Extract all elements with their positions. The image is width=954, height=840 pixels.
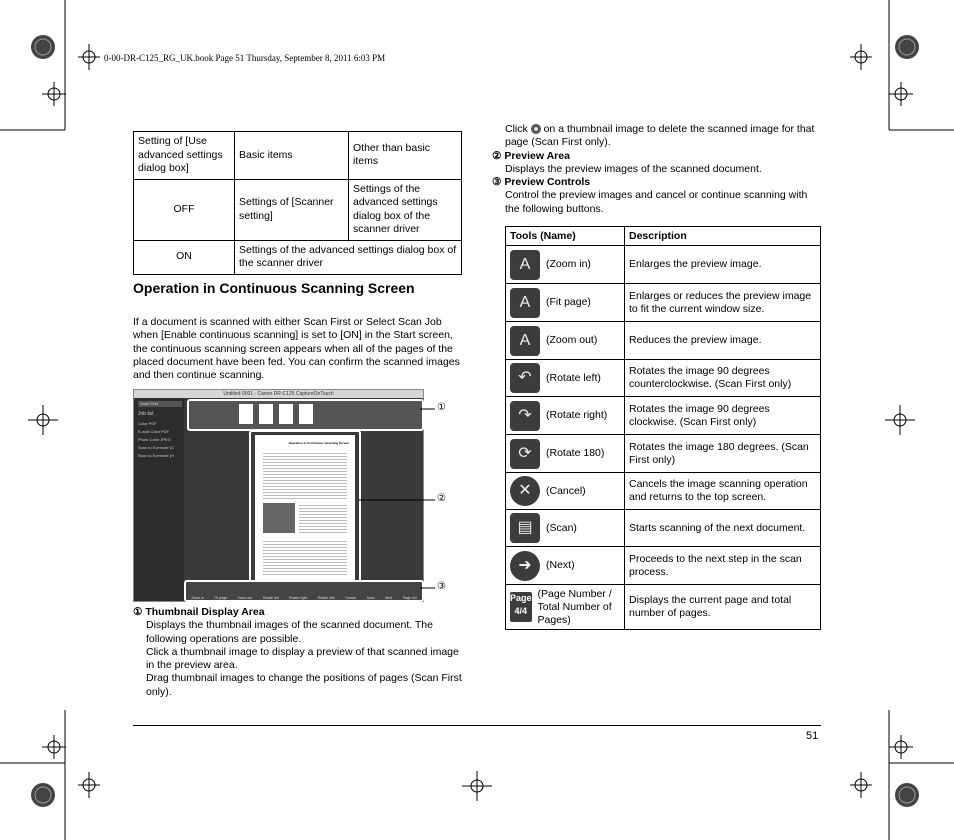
table-cell-off: OFF [134, 179, 235, 240]
tool-description: Displays the current page and total number of pages. [625, 585, 821, 630]
crop-mark-bottom-left [0, 700, 140, 840]
table-cell-off-other: Settings of the advanced settings dialog box of the scanner driver [349, 179, 462, 240]
item-1 [133, 606, 463, 699]
item-1-text: Click a thumbnail image to display a preview of that scanned image in the preview area. [146, 645, 459, 672]
fit-page-icon: A [510, 288, 540, 318]
tools-table [505, 226, 821, 630]
tool-description: Rotates the image 90 degrees clockwise. (Scan First only) [625, 397, 821, 435]
tools-name-cell [506, 473, 625, 510]
rotate-right-icon: ↷ [510, 401, 540, 431]
tools-row [506, 322, 821, 360]
rotate-180-icon: ⟳ [510, 439, 540, 469]
tools-name-cell [506, 322, 625, 360]
tool-description: Enlarges the preview image. [625, 246, 821, 284]
toolbar-zoom-out[interactable]: Zoom out [237, 596, 253, 600]
footer-rule [133, 725, 821, 726]
table-header-basic: Basic items [235, 132, 349, 180]
tools-header-name: Tools (Name) [506, 227, 625, 246]
item-2-text: Displays the preview images of the scanned document. [505, 162, 762, 175]
item-1-text: Displays the thumbnail images of the scanned document. The following operations are possible. [146, 619, 433, 645]
tool-name: (Rotate 180) [546, 447, 605, 459]
tools-row [506, 284, 821, 322]
item-3-number: ③ [492, 176, 502, 189]
section-intro: If a document is scanned with either Scan First or Select Scan Job when [Enable continuous scanning] is set to [ON] in the Start screen, the continuous scanning screen appears when all of the pages of the placed document have been fed. You can confirm the scanned images and then continue scanning. [133, 316, 460, 382]
item-1-title: Thumbnail Display Area [145, 606, 265, 618]
tools-name-cell [506, 360, 625, 397]
job-item: E-mail Color PDF [138, 429, 170, 434]
right-column-text [492, 123, 823, 216]
item-2-number: ② [492, 149, 502, 162]
tool-name: (Rotate left) [546, 371, 601, 384]
tools-name-cell [506, 585, 625, 630]
callout-1: ① [437, 402, 446, 413]
tools-row [506, 585, 821, 630]
sidebar-heading: Job list [138, 411, 154, 417]
tool-description: Rotates the image 90 degrees counterclockwise. (Scan First only) [625, 360, 821, 397]
toolbar-rotate-left[interactable]: Rotate left [262, 596, 279, 600]
callout-2: ② [437, 493, 446, 504]
toolbar-rotate-right[interactable]: Rotate right [289, 596, 308, 600]
job-item: Scan to Evernote (C [138, 445, 175, 450]
tools-name-cell [506, 435, 625, 473]
table-cell-on: ON [134, 240, 235, 274]
item-3-text: Control the preview images and cancel or continue scanning with the following buttons. [505, 189, 808, 215]
registration-mark-left [0, 400, 70, 460]
section-title: Operation in Continuous Scanning Screen [133, 280, 415, 296]
toolbar-cancel[interactable]: Cancel [345, 596, 357, 600]
tool-description: Enlarges or reduces the preview image to fit the current window size. [625, 284, 821, 322]
tools-header-description: Description [625, 227, 821, 246]
page-number-icon [510, 592, 532, 622]
delete-icon [531, 124, 541, 134]
crop-mark-top-left [0, 0, 140, 140]
sidebar-top-button: Scan First [138, 401, 182, 407]
screenshot-titlebar: Untitled-0001 - Canon DR-C125 CaptureOnTouch [134, 390, 423, 398]
tool-description: Rotates the image 180 degrees. (Scan First only) [625, 435, 821, 473]
tool-name: (Fit page) [546, 296, 591, 308]
tools-name-cell [506, 397, 625, 435]
tool-name: (Rotate right) [546, 409, 608, 421]
page-icon-value: 4/4 [514, 606, 528, 616]
next-icon: ➜ [510, 551, 540, 581]
toolbar-scan[interactable]: Scan [366, 596, 375, 600]
click-instruction-post: on a thumbnail image to delete the scanned image for that page (Scan First only). [505, 123, 815, 149]
tools-row [506, 246, 821, 284]
page-icon-label: Page [510, 593, 532, 603]
tools-row [506, 547, 821, 585]
table-cell-off-basic: Settings of [Scanner setting] [235, 179, 349, 240]
tool-name: (Cancel) [546, 484, 586, 497]
tools-name-cell [506, 246, 625, 284]
table-header-setting: Setting of [Use advanced settings dialog box] [134, 132, 235, 180]
toolbar-fit-page[interactable]: Fit page [214, 596, 227, 600]
toolbar-page-value: 4/4 [411, 596, 417, 600]
toolbar-zoom-in[interactable]: Zoom in [191, 596, 204, 600]
zoom-in-icon: A [510, 250, 540, 280]
toolbar-next[interactable]: Next [385, 596, 393, 600]
item-1-text: Drag thumbnail images to change the positions of pages (Scan First only). [146, 672, 462, 698]
tool-description: Reduces the preview image. [625, 322, 821, 360]
registration-mark-bottom [440, 770, 500, 830]
print-header: 0-00-DR-C125_RG_UK.book Page 51 Thursday, September 8, 2011 6:03 PM [104, 53, 386, 63]
item-3-title: Preview Controls [504, 176, 591, 189]
scan-icon: ▤ [510, 513, 540, 543]
callout-lines [280, 400, 450, 600]
job-item: Photo Color JPEG [138, 437, 171, 442]
page-number: 51 [806, 730, 819, 742]
table-cell-on-merged: Settings of the advanced settings dialog box of the scanner driver [235, 240, 462, 274]
tools-name-cell [506, 510, 625, 547]
tool-name: (Page Number / Total Number of Pages) [537, 587, 612, 626]
tools-row [506, 510, 821, 547]
screenshot-sidebar [134, 398, 184, 601]
sidebar-job-list [138, 420, 174, 460]
tool-description: Proceeds to the next step in the scan process. [625, 547, 821, 585]
job-item: Color PDF [138, 421, 157, 426]
tool-name: (Zoom in) [546, 258, 591, 270]
tool-name: (Scan) [546, 521, 577, 534]
zoom-out-icon: A [510, 326, 540, 356]
toolbar-page-label: Page [402, 596, 411, 600]
item-2-title: Preview Area [504, 149, 570, 162]
tools-row [506, 360, 821, 397]
job-item: Scan to Evernote (H [138, 453, 175, 458]
tool-description: Cancels the image scanning operation and returns to the top screen. [625, 473, 821, 510]
tools-row [506, 473, 821, 510]
tools-row [506, 435, 821, 473]
tools-name-cell [506, 547, 625, 585]
click-instruction-pre: Click [505, 123, 528, 135]
tools-name-cell [506, 284, 625, 322]
thumbnail [239, 404, 253, 424]
callout-3: ③ [437, 581, 446, 592]
registration-mark-right [884, 400, 954, 460]
settings-table [133, 131, 462, 275]
tools-row [506, 397, 821, 435]
tool-name: (Zoom out) [546, 334, 598, 346]
crop-mark-top-right [814, 0, 954, 140]
tool-description: Starts scanning of the next document. [625, 510, 821, 547]
preview-doc-title: Operation in Continuous Scanning Screen [288, 441, 349, 445]
cancel-icon: ✕ [510, 476, 540, 506]
tool-name: (Next) [546, 559, 575, 571]
rotate-left-icon: ↶ [510, 363, 540, 393]
crop-mark-bottom-right [814, 700, 954, 840]
thumbnail [259, 404, 273, 424]
table-header-other: Other than basic items [349, 132, 462, 180]
toolbar-rotate-180[interactable]: Rotate 180 [317, 596, 335, 600]
item-1-number: ① [133, 606, 143, 618]
